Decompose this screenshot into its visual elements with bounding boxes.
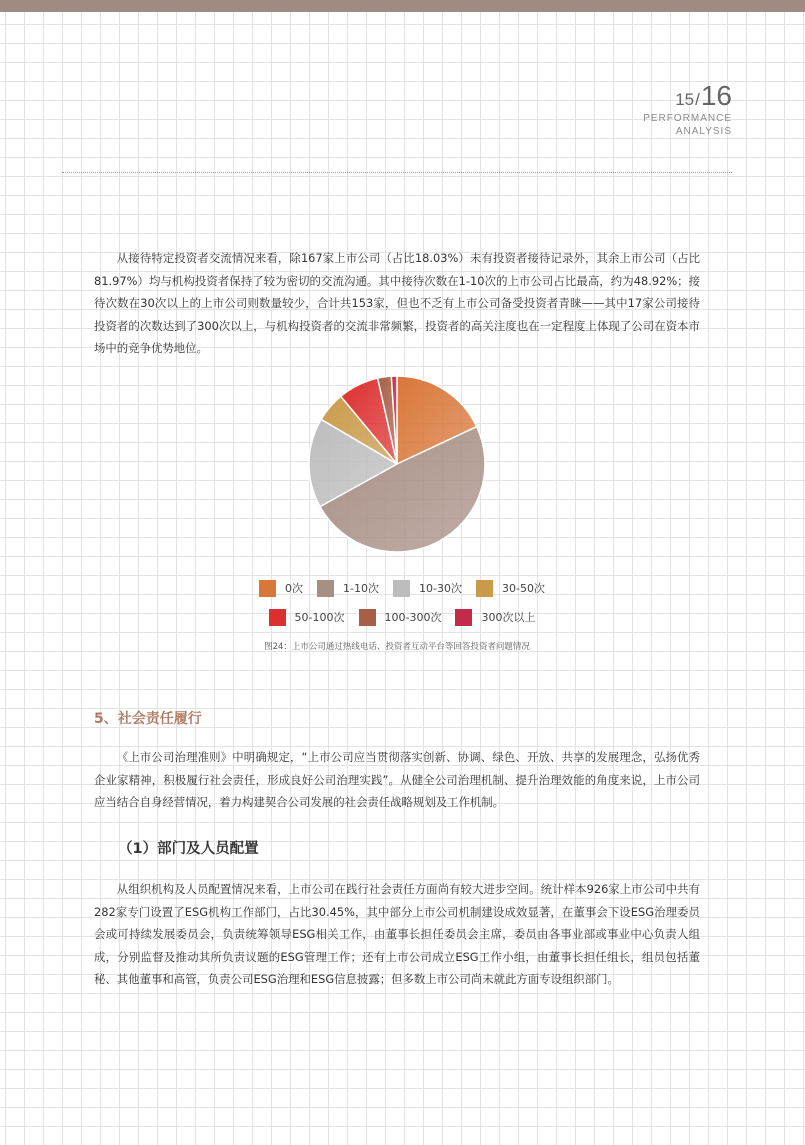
- legend-item: [476, 580, 545, 597]
- paragraph-esg-organization: 从组织机构及人员配置情况来看，上市公司在践行社会责任方面尚有较大进步空间。统计样本926家上市公司中共有282家专门设置了ESG机构工作部门，占比30.45%，其中部分上市公司机制建设成效显著，在董事会下设ESG治理委员会或可持续发展委员会，负责统筹领导ESG相关工作，由董事长担任委员会主席，委员由各事业部或事业中心负责人组成，分别监督及推动其所负责议题的ESG管理工作；还有上市公司成立ESG工作小组，由董事长担任组长，组员包括董秘、其他董事和高管，负责公司ESG治理和ESG信息披露；但多数上市公司尚未就此方面专设组织部门。: [94, 882, 700, 987]
- legend-item: [455, 609, 535, 626]
- page-number: [675, 80, 732, 112]
- section-label-line1: PERFORMANCE: [643, 113, 732, 124]
- pie-chart: [247, 367, 557, 632]
- pie-svg: [247, 367, 557, 567]
- current-page: 15: [675, 90, 695, 109]
- section-label: [643, 112, 732, 138]
- legend-swatch: [476, 580, 493, 597]
- legend-swatch: [259, 580, 276, 597]
- legend-label: 1-10次: [343, 582, 380, 595]
- legend-swatch: [317, 580, 334, 597]
- header-divider: [62, 172, 732, 173]
- legend-label: 0次: [285, 582, 304, 595]
- legend-label: 30-50次: [501, 582, 545, 595]
- legend-swatch: [393, 580, 410, 597]
- figure-caption: 图24：上市公司通过热线电话、投资者互动平台等回答投资者问题情况: [264, 642, 530, 652]
- section-heading: 5、社会责任履行: [94, 711, 202, 727]
- paragraph-investor-reception: 从接待特定投资者交流情况来看，除167家上市公司（占比18.03%）未有投资者接待记录外，其余上市公司（占比81.97%）均与机构投资者保持了较为密切的交流沟通。其中接待次数在1-10次的上市公司占比最高，约为48.92%；接待次数在30次以上的上市公司则数量较少，合计共153家，但也不乏有上市公司备受投资者青睐——其中17家公司接待投资者的次数达到了300次以上，与机构投资者的交流非常频繁，投资者的高关注度也在一定程度上体现了公司在资本市场中的竞争优势地位。: [94, 251, 700, 356]
- paragraph-governance-code: 《上市公司治理准则》中明确规定，“上市公司应当贯彻落实创新、协调、绿色、开放、共享的发展理念，弘扬优秀企业家精神，积极履行社会责任，形成良好公司治理实践”。从健全公司治理机制、提升治理效能的角度来说，上市公司应当结合自身经营情况，着力构建契合公司发展的社会责任战略规划及工作机制。: [94, 750, 700, 810]
- legend-item: [269, 609, 345, 626]
- legend-label: 50-100次: [294, 611, 345, 624]
- subheading-department-staffing: （1）部门及人员配置: [118, 841, 259, 857]
- legend-item: [259, 580, 303, 597]
- legend-swatch: [269, 609, 286, 626]
- top-color-bar: [0, 0, 805, 12]
- legend-item: [359, 609, 442, 626]
- legend-row: [247, 606, 557, 628]
- legend-item: [317, 580, 379, 597]
- legend-label: 300次以上: [481, 611, 536, 624]
- legend-row: [247, 577, 557, 599]
- section-label-line2: ANALYSIS: [675, 126, 732, 137]
- total-pages: 16: [700, 80, 732, 111]
- legend-label: 100-300次: [384, 611, 442, 624]
- legend-swatch: [359, 609, 376, 626]
- legend-label: 10-30次: [419, 582, 462, 595]
- legend-swatch: [455, 609, 472, 626]
- page-separator: /: [695, 90, 700, 109]
- legend-item: [393, 580, 462, 597]
